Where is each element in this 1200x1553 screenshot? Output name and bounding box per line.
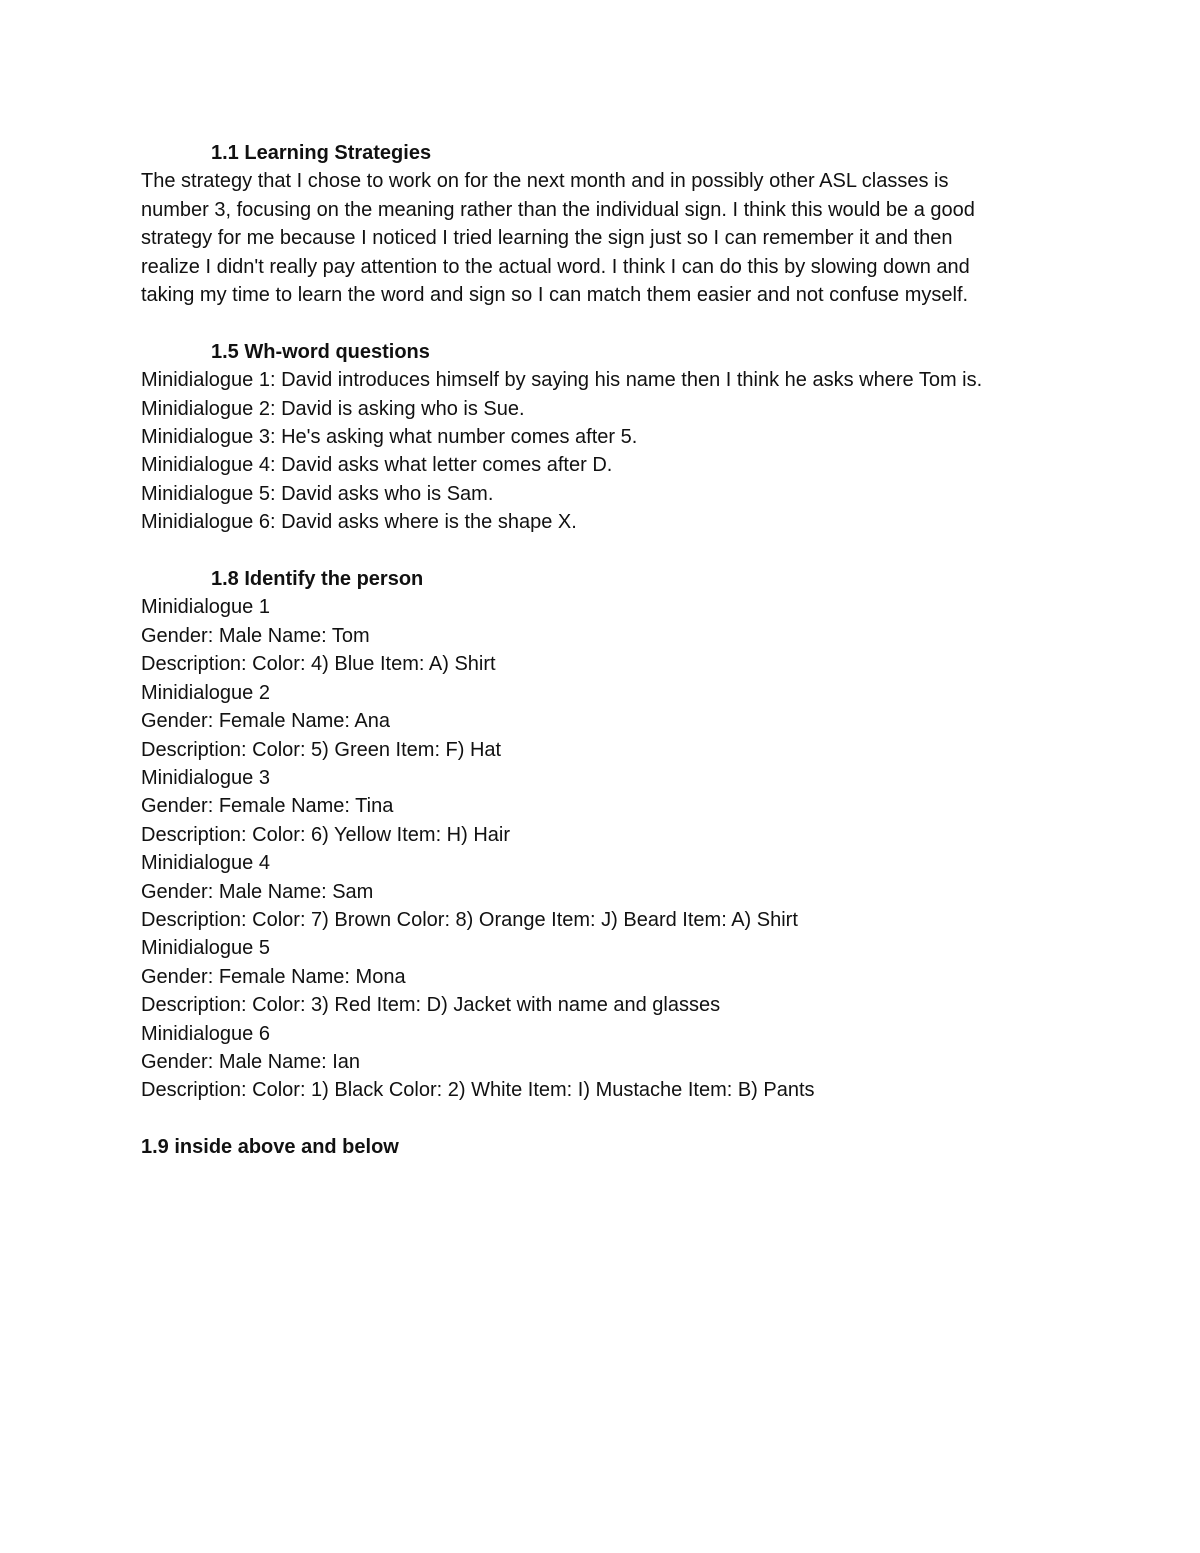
paragraph-line: number 3, focusing on the meaning rather than the individual sign. I think this would be a good xyxy=(141,198,975,221)
minidialogue-title: Minidialogue 3 xyxy=(141,766,270,789)
description-line: Description: Color: 6) Yellow Item: H) Hair xyxy=(141,823,511,846)
minidialogue-title: Minidialogue 6 xyxy=(141,1022,270,1045)
wh-answer-line: Minidialogue 1: David introduces himself by saying his name then I think he asks where Tom is. xyxy=(141,369,983,392)
minidialogue-title: Minidialogue 5 xyxy=(141,937,270,960)
description-line: Description: Color: 1) Black Color: 2) White Item: I) Mustache Item: B) Pants xyxy=(141,1079,815,1102)
minidialogue-title: Minidialogue 1 xyxy=(141,596,270,619)
gender-name-line: Gender: Female Name: Tina xyxy=(141,795,394,818)
section-heading-identify-person: 1.8 Identify the person xyxy=(211,568,424,591)
wh-answer-line: Minidialogue 4: David asks what letter comes after D. xyxy=(141,454,613,477)
blank-line xyxy=(141,1105,1081,1133)
section-heading-inside-above-below: 1.9 inside above and below xyxy=(141,1136,399,1159)
wh-answer-line: Minidialogue 6: David asks where is the shape X. xyxy=(141,511,577,534)
document-body xyxy=(141,139,1081,1162)
paragraph-line: The strategy that I chose to work on for the next month and in possibly other ASL classes is xyxy=(141,170,949,193)
gender-name-line: Gender: Male Name: Tom xyxy=(141,624,370,647)
paragraph-line: strategy for me because I noticed I tried learning the sign just so I can remember it and then xyxy=(141,227,953,250)
gender-name-line: Gender: Female Name: Mona xyxy=(141,965,406,988)
gender-name-line: Gender: Male Name: Ian xyxy=(141,1050,360,1073)
blank-line xyxy=(141,309,1081,337)
gender-name-line: Gender: Female Name: Ana xyxy=(141,710,391,733)
minidialogue-title: Minidialogue 4 xyxy=(141,852,270,875)
description-line: Description: Color: 7) Brown Color: 8) Orange Item: J) Beard Item: A) Shirt xyxy=(141,908,798,931)
description-line: Description: Color: 5) Green Item: F) Hat xyxy=(141,738,502,761)
wh-answer-line: Minidialogue 2: David is asking who is Sue. xyxy=(141,397,525,420)
section-heading-learning-strategies: 1.1 Learning Strategies xyxy=(211,142,432,164)
section-heading-wh-questions: 1.5 Wh-word questions xyxy=(211,340,430,363)
blank-line xyxy=(141,537,1081,565)
description-line: Description: Color: 4) Blue Item: A) Shirt xyxy=(141,653,496,676)
gender-name-line: Gender: Male Name: Sam xyxy=(141,880,374,903)
description-line: Description: Color: 3) Red Item: D) Jacket with name and glasses xyxy=(141,994,721,1017)
paragraph-line: taking my time to learn the word and sign so I can match them easier and not confuse myself. xyxy=(141,284,969,307)
paragraph-line: realize I didn't really pay attention to the actual word. I think I can do this by slowing down and xyxy=(141,255,970,278)
wh-answer-line: Minidialogue 3: He's asking what number comes after 5. xyxy=(141,426,638,449)
wh-answer-line: Minidialogue 5: David asks who is Sam. xyxy=(141,482,494,505)
minidialogue-title: Minidialogue 2 xyxy=(141,681,270,704)
